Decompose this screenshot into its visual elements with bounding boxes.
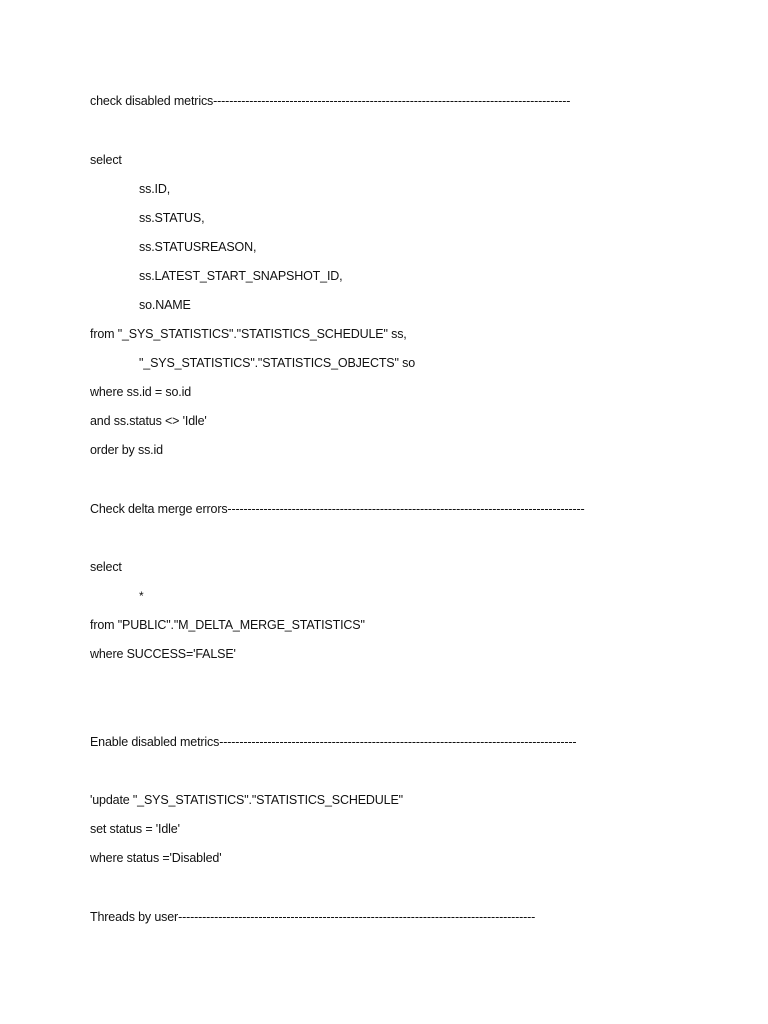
code-line-update: 'update "_SYS_STATISTICS"."STATISTICS_SCHEDULE" <box>90 793 403 807</box>
section-heading-enable-disabled-metrics: Enable disabled metrics----------------------------------------------------------------------------------------- <box>90 735 577 749</box>
code-line-where-success: where SUCCESS='FALSE' <box>90 647 236 661</box>
code-line-column-snapshot-id: ss.LATEST_START_SNAPSHOT_ID, <box>139 269 343 283</box>
code-line-column-status: ss.STATUS, <box>139 211 205 225</box>
section-heading-check-delta-merge-errors: Check delta merge errors----------------------------------------------------------------------------------------- <box>90 502 585 516</box>
code-line-from-objects: "_SYS_STATISTICS"."STATISTICS_OBJECTS" so <box>139 356 416 370</box>
code-line-from-schedule: from "_SYS_STATISTICS"."STATISTICS_SCHEDULE" ss, <box>90 327 407 341</box>
code-line-from-delta-merge: from "PUBLIC"."M_DELTA_MERGE_STATISTICS" <box>90 618 365 632</box>
code-line-column-id: ss.ID, <box>139 182 171 196</box>
code-line-star: * <box>139 589 144 603</box>
code-line-column-name: so.NAME <box>139 298 191 312</box>
section-heading-threads-by-user: Threads by user----------------------------------------------------------------------------------------- <box>90 910 536 924</box>
code-line-set-status: set status = 'Idle' <box>90 822 180 836</box>
code-line-select: select <box>90 153 122 167</box>
code-line-where-disabled: where status ='Disabled' <box>90 851 222 865</box>
code-line-and: and ss.status <> 'Idle' <box>90 414 207 428</box>
code-line-where: where ss.id = so.id <box>90 385 192 399</box>
code-line-order-by: order by ss.id <box>90 443 163 457</box>
section-heading-check-disabled-metrics: check disabled metrics----------------------------------------------------------------------------------------- <box>90 94 571 108</box>
code-line-select: select <box>90 560 122 574</box>
code-line-column-statusreason: ss.STATUSREASON, <box>139 240 257 254</box>
